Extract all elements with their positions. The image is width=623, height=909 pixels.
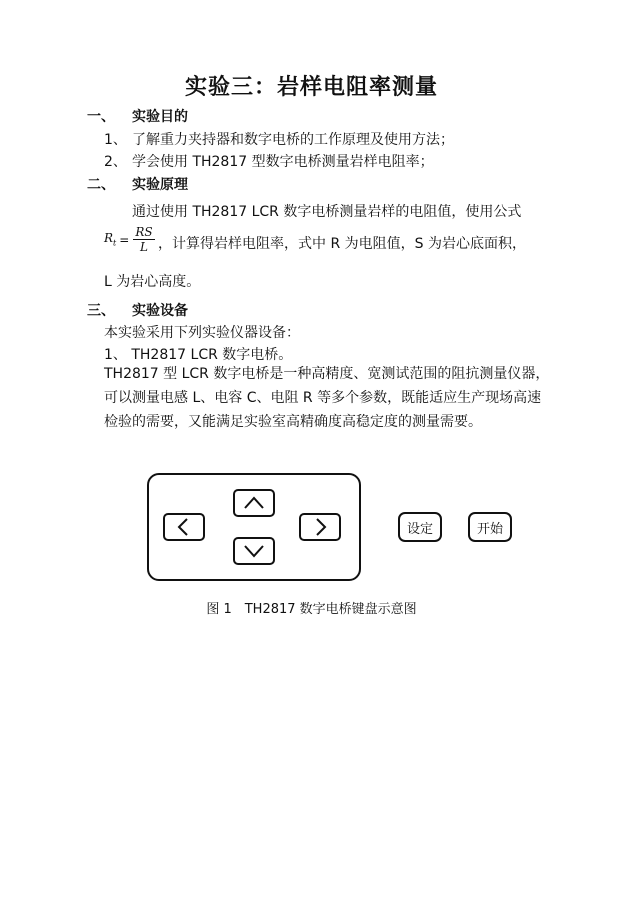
keypad-panel <box>147 473 361 581</box>
principle-line-2: ，计算得岩样电阻率，式中 R 为电阻值，S 为岩心底面积， <box>158 236 526 252</box>
principle-line-1: 通过使用 TH2817 LCR 数字电桥测量岩样的电阻值，使用公式 <box>132 204 522 220</box>
formula-numerator: RS <box>135 225 153 239</box>
formula-denominator: L <box>139 240 148 254</box>
section3-heading: 实验设备 <box>132 303 188 319</box>
chevron-right-icon <box>310 517 330 537</box>
section1-heading: 实验目的 <box>132 109 188 125</box>
down-arrow-key[interactable] <box>233 537 275 565</box>
formula-equals: = <box>119 232 130 247</box>
list-item: 了解重力夹持器和数字电桥的工作原理及使用方法； <box>132 132 454 148</box>
section2-heading: 实验原理 <box>132 177 188 193</box>
section3-number: 三、 <box>87 303 115 319</box>
chevron-left-icon <box>174 517 194 537</box>
chevron-down-icon <box>243 542 265 560</box>
section2-number: 二、 <box>87 177 115 193</box>
figure-caption: 图 1 TH2817 数字电桥键盘示意图 <box>206 602 417 617</box>
list-item-number: 1、 <box>104 132 127 148</box>
chevron-up-icon <box>243 494 265 512</box>
up-arrow-key[interactable] <box>233 489 275 517</box>
formula-fraction <box>133 225 154 254</box>
left-arrow-key[interactable] <box>163 513 205 541</box>
equipment-intro: 本实验采用下列实验仪器设备： <box>104 325 300 341</box>
section1-number: 一、 <box>87 109 115 125</box>
principle-line-3: L 为岩心高度。 <box>104 274 201 290</box>
equipment-description: TH2817 型 LCR 数字电桥是一种高精度、宽测试范围的阻抗测量仪器，可以测量电感 L、电容 C、电阻 R 等多个参数，既能适应生产现场高速检验的需要，又能满足实验室高精确度高稳定度的测量需要。 <box>104 366 550 430</box>
list-item-number: 2、 <box>104 154 127 170</box>
start-button[interactable]: 开始 <box>468 512 512 542</box>
equipment-item: 1、 TH2817 LCR 数字电桥。 <box>104 347 293 363</box>
list-item: 学会使用 TH2817 型数字电桥测量岩样电阻率； <box>132 154 434 170</box>
page-title: 实验三：岩样电阻率测量 <box>184 75 438 100</box>
formula-lhs: $R_t$ <box>104 231 117 248</box>
resistivity-formula <box>104 225 155 254</box>
setup-button[interactable]: 设定 <box>398 512 442 542</box>
right-arrow-key[interactable] <box>299 513 341 541</box>
